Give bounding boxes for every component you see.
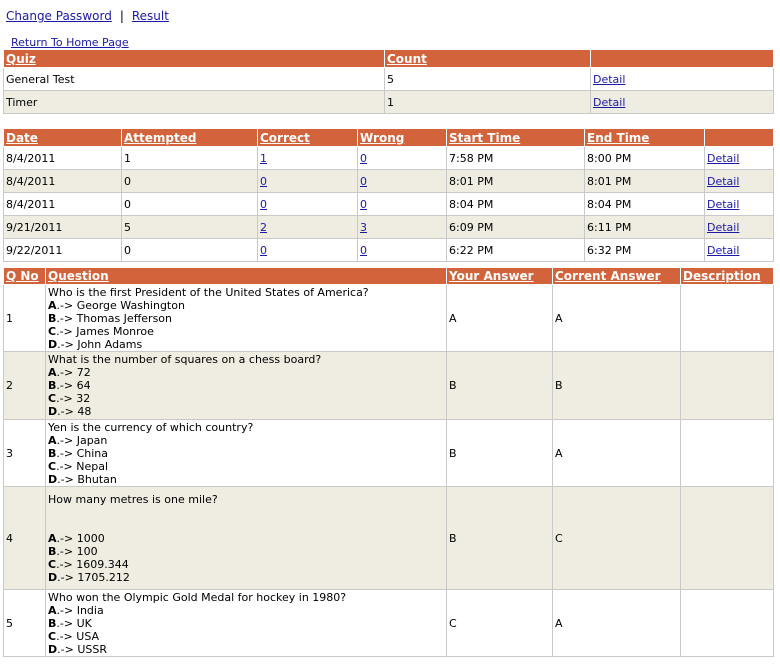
attempt-detail-cell bbox=[705, 239, 774, 262]
option-arrow: .-> bbox=[56, 366, 74, 379]
attempted-cell: 0 bbox=[122, 239, 258, 262]
table-row bbox=[4, 91, 774, 114]
correct-cell bbox=[258, 239, 358, 262]
attempted-cell: 5 bbox=[122, 216, 258, 239]
option-arrow: .-> bbox=[56, 603, 74, 617]
date-cell: 8/4/2011 bbox=[4, 147, 122, 170]
attempted-column-header[interactable]: Attempted bbox=[122, 129, 258, 147]
question-number-cell: 2 bbox=[4, 352, 46, 420]
option-text: China bbox=[76, 446, 108, 460]
option-text: 1609.344 bbox=[76, 557, 129, 571]
question-detail-table bbox=[3, 267, 774, 657]
option-arrow: .-> bbox=[56, 298, 74, 312]
correct-count-link[interactable]: 2 bbox=[260, 220, 267, 234]
correct-count-link[interactable]: 0 bbox=[260, 197, 267, 211]
option-letter: A bbox=[48, 366, 57, 379]
detail-link[interactable]: Detail bbox=[707, 220, 740, 234]
answer-option bbox=[48, 571, 444, 584]
question-number-cell: 5 bbox=[4, 590, 46, 657]
table-row bbox=[4, 239, 774, 262]
question-text: Who is the first President of the United States of America? bbox=[48, 285, 369, 299]
description-cell bbox=[681, 487, 774, 590]
answer-option bbox=[48, 473, 444, 486]
option-letter: B bbox=[48, 379, 57, 392]
answer-option bbox=[48, 379, 444, 392]
option-arrow: .-> bbox=[56, 392, 73, 405]
start-time-cell: 8:01 PM bbox=[447, 170, 585, 193]
end-time-column-header[interactable]: End Time bbox=[585, 129, 705, 147]
question-cell bbox=[46, 285, 447, 352]
date-column-header[interactable]: Date bbox=[4, 129, 122, 147]
option-arrow: .-> bbox=[57, 570, 74, 584]
question-column-header[interactable]: Question bbox=[46, 268, 447, 285]
option-text: Bhutan bbox=[77, 472, 117, 486]
option-arrow: .-> bbox=[56, 616, 74, 630]
quiz-detail-cell bbox=[591, 68, 774, 91]
answer-option bbox=[48, 630, 444, 643]
option-arrow: .-> bbox=[57, 472, 74, 486]
wrong-cell bbox=[358, 170, 447, 193]
correct-cell bbox=[258, 147, 358, 170]
table-row bbox=[4, 193, 774, 216]
option-text: Thomas Jefferson bbox=[76, 311, 172, 325]
option-arrow: .-> bbox=[56, 629, 73, 643]
wrong-cell bbox=[358, 216, 447, 239]
wrong-cell bbox=[358, 239, 447, 262]
attempt-detail-cell bbox=[705, 193, 774, 216]
option-text: 64 bbox=[76, 379, 91, 392]
correct-answer-cell: A bbox=[553, 590, 681, 657]
end-time-cell: 8:00 PM bbox=[585, 147, 705, 170]
date-cell: 8/4/2011 bbox=[4, 170, 122, 193]
quiz-name-cell: Timer bbox=[4, 91, 385, 114]
wrong-count-link[interactable]: 0 bbox=[360, 243, 367, 257]
your-answer-cell: A bbox=[447, 285, 553, 352]
option-arrow: .-> bbox=[56, 433, 74, 447]
option-text: 72 bbox=[76, 366, 91, 379]
your-answer-cell: C bbox=[447, 590, 553, 657]
attempt-header-row bbox=[4, 129, 774, 147]
correct-count-link[interactable]: 0 bbox=[260, 243, 267, 257]
result-link[interactable]: Result bbox=[131, 9, 169, 23]
option-letter: C bbox=[48, 459, 57, 473]
answer-option bbox=[48, 447, 444, 460]
wrong-count-link[interactable]: 0 bbox=[360, 197, 367, 211]
option-letter: B bbox=[48, 311, 57, 325]
option-text: 1705.212 bbox=[77, 570, 130, 584]
return-home-link[interactable]: Return To Home Page bbox=[11, 36, 129, 49]
option-text: USSR bbox=[77, 642, 107, 656]
answer-option bbox=[48, 434, 444, 447]
correct-answer-cell: A bbox=[553, 420, 681, 487]
correct-answer-cell: C bbox=[553, 487, 681, 590]
description-column-header[interactable]: Description bbox=[681, 268, 774, 285]
attempt-link-column-header bbox=[705, 129, 774, 147]
question-number-cell: 3 bbox=[4, 420, 46, 487]
option-letter: C bbox=[48, 629, 57, 643]
start-time-cell: 7:58 PM bbox=[447, 147, 585, 170]
option-arrow: .-> bbox=[57, 405, 74, 418]
correct-cell bbox=[258, 193, 358, 216]
option-letter: B bbox=[48, 544, 57, 558]
attempted-cell: 1 bbox=[122, 147, 258, 170]
answer-option bbox=[48, 643, 444, 656]
description-cell bbox=[681, 420, 774, 487]
start-time-cell: 8:04 PM bbox=[447, 193, 585, 216]
question-number-cell: 4 bbox=[4, 487, 46, 590]
option-arrow: .-> bbox=[57, 337, 74, 351]
correct-answer-cell: A bbox=[553, 285, 681, 352]
answer-option bbox=[48, 366, 444, 379]
detail-link[interactable]: Detail bbox=[593, 95, 626, 109]
correct-cell bbox=[258, 170, 358, 193]
start-time-column-header[interactable]: Start Time bbox=[447, 129, 585, 147]
quiz-name-cell: General Test bbox=[4, 68, 385, 91]
date-cell: 9/22/2011 bbox=[4, 239, 122, 262]
wrong-count-link[interactable]: 0 bbox=[360, 151, 367, 165]
option-letter: D bbox=[48, 337, 58, 351]
option-text: Japan bbox=[76, 433, 108, 447]
end-time-cell: 6:11 PM bbox=[585, 216, 705, 239]
top-nav bbox=[6, 9, 169, 23]
question-cell bbox=[46, 590, 447, 657]
answer-option bbox=[48, 325, 444, 338]
option-letter: C bbox=[48, 324, 57, 338]
attempt-history-table bbox=[3, 128, 774, 262]
option-text: 48 bbox=[77, 405, 92, 418]
option-text: 32 bbox=[76, 392, 91, 405]
quiz-count-cell: 1 bbox=[385, 91, 591, 114]
question-cell bbox=[46, 420, 447, 487]
your-answer-cell: B bbox=[447, 420, 553, 487]
option-letter: B bbox=[48, 616, 57, 630]
start-time-cell: 6:09 PM bbox=[447, 216, 585, 239]
quiz-column-header[interactable]: Quiz bbox=[4, 50, 385, 68]
table-row bbox=[4, 352, 774, 420]
answer-option bbox=[48, 558, 444, 571]
detail-link[interactable]: Detail bbox=[707, 243, 740, 257]
option-letter: C bbox=[48, 392, 57, 405]
question-text: What is the number of squares on a chess board? bbox=[48, 353, 322, 366]
answer-option bbox=[48, 460, 444, 473]
question-header-row bbox=[4, 268, 774, 285]
table-row bbox=[4, 590, 774, 657]
table-row bbox=[4, 147, 774, 170]
wrong-count-link[interactable]: 3 bbox=[360, 220, 367, 234]
attempt-detail-cell bbox=[705, 216, 774, 239]
option-letter: D bbox=[48, 570, 58, 584]
option-arrow: .-> bbox=[56, 531, 74, 545]
option-arrow: .-> bbox=[56, 311, 74, 325]
correct-column-header[interactable]: Correct bbox=[258, 129, 358, 147]
answer-option bbox=[48, 392, 444, 405]
option-text: James Monroe bbox=[76, 324, 154, 338]
qno-column-header[interactable]: Q No bbox=[4, 268, 46, 285]
quiz-summary-table bbox=[3, 49, 774, 114]
question-text: How many metres is one mile? bbox=[48, 492, 218, 506]
attempted-cell: 0 bbox=[122, 170, 258, 193]
date-cell: 8/4/2011 bbox=[4, 193, 122, 216]
quiz-count-cell: 5 bbox=[385, 68, 591, 91]
answer-option bbox=[48, 604, 444, 617]
answer-option bbox=[48, 405, 444, 418]
question-cell bbox=[46, 487, 447, 590]
question-text: Yen is the currency of which country? bbox=[48, 420, 254, 434]
option-arrow: .-> bbox=[56, 557, 73, 571]
question-cell bbox=[46, 352, 447, 420]
option-letter: A bbox=[48, 531, 57, 545]
answer-option bbox=[48, 545, 444, 558]
answer-option bbox=[48, 312, 444, 325]
attempt-detail-cell bbox=[705, 147, 774, 170]
table-row bbox=[4, 285, 774, 352]
count-column-header[interactable]: Count bbox=[385, 50, 591, 68]
option-text: George Washington bbox=[76, 298, 185, 312]
option-letter: A bbox=[48, 603, 57, 617]
option-arrow: .-> bbox=[56, 446, 74, 460]
option-letter: B bbox=[48, 446, 57, 460]
attempted-cell: 0 bbox=[122, 193, 258, 216]
correct-count-link[interactable]: 1 bbox=[260, 151, 267, 165]
end-time-cell: 8:01 PM bbox=[585, 170, 705, 193]
option-arrow: .-> bbox=[56, 379, 74, 392]
table-row bbox=[4, 487, 774, 590]
description-cell bbox=[681, 590, 774, 657]
answer-option bbox=[48, 617, 444, 630]
option-arrow: .-> bbox=[56, 544, 74, 558]
table-row bbox=[4, 420, 774, 487]
option-letter: D bbox=[48, 405, 58, 418]
correct-count-link[interactable]: 0 bbox=[260, 174, 267, 188]
date-cell: 9/21/2011 bbox=[4, 216, 122, 239]
option-text: Nepal bbox=[76, 459, 109, 473]
correct-answer-column-header[interactable]: Corrent Answer bbox=[553, 268, 681, 285]
correct-cell bbox=[258, 216, 358, 239]
option-arrow: .-> bbox=[57, 642, 74, 656]
your-answer-column-header[interactable]: Your Answer bbox=[447, 268, 553, 285]
your-answer-cell: B bbox=[447, 487, 553, 590]
wrong-count-link[interactable]: 0 bbox=[360, 174, 367, 188]
description-cell bbox=[681, 285, 774, 352]
option-letter: A bbox=[48, 298, 57, 312]
table-row bbox=[4, 68, 774, 91]
attempt-detail-cell bbox=[705, 170, 774, 193]
detail-link[interactable]: Detail bbox=[593, 72, 626, 86]
detail-link[interactable]: Detail bbox=[707, 174, 740, 188]
table-row bbox=[4, 216, 774, 239]
option-arrow: .-> bbox=[56, 324, 73, 338]
option-letter: C bbox=[48, 557, 57, 571]
table-row bbox=[4, 170, 774, 193]
question-number-cell: 1 bbox=[4, 285, 46, 352]
end-time-cell: 8:04 PM bbox=[585, 193, 705, 216]
question-text: Who won the Olympic Gold Medal for hockey in 1980? bbox=[48, 590, 347, 604]
correct-answer-cell: B bbox=[553, 352, 681, 420]
answer-option bbox=[48, 338, 444, 351]
answer-option bbox=[48, 532, 444, 545]
wrong-cell bbox=[358, 193, 447, 216]
option-letter: D bbox=[48, 642, 58, 656]
option-arrow: .-> bbox=[56, 459, 73, 473]
quiz-detail-cell bbox=[591, 91, 774, 114]
option-letter: A bbox=[48, 433, 57, 447]
description-cell bbox=[681, 352, 774, 420]
option-text: John Adams bbox=[77, 337, 143, 351]
nav-separator: | bbox=[119, 9, 124, 23]
detail-link[interactable]: Detail bbox=[707, 197, 740, 211]
answer-option bbox=[48, 299, 444, 312]
wrong-cell bbox=[358, 147, 447, 170]
end-time-cell: 6:32 PM bbox=[585, 239, 705, 262]
quiz-header-row bbox=[4, 50, 774, 68]
detail-link[interactable]: Detail bbox=[707, 151, 740, 165]
option-text: 1000 bbox=[76, 531, 105, 545]
wrong-column-header[interactable]: Wrong bbox=[358, 129, 447, 147]
option-text: India bbox=[76, 603, 104, 617]
your-answer-cell: B bbox=[447, 352, 553, 420]
change-password-link[interactable]: Change Password bbox=[6, 9, 112, 23]
quiz-link-column-header bbox=[591, 50, 774, 68]
option-text: 100 bbox=[76, 544, 98, 558]
option-text: UK bbox=[76, 616, 92, 630]
option-text: USA bbox=[76, 629, 100, 643]
start-time-cell: 6:22 PM bbox=[447, 239, 585, 262]
option-letter: D bbox=[48, 472, 58, 486]
